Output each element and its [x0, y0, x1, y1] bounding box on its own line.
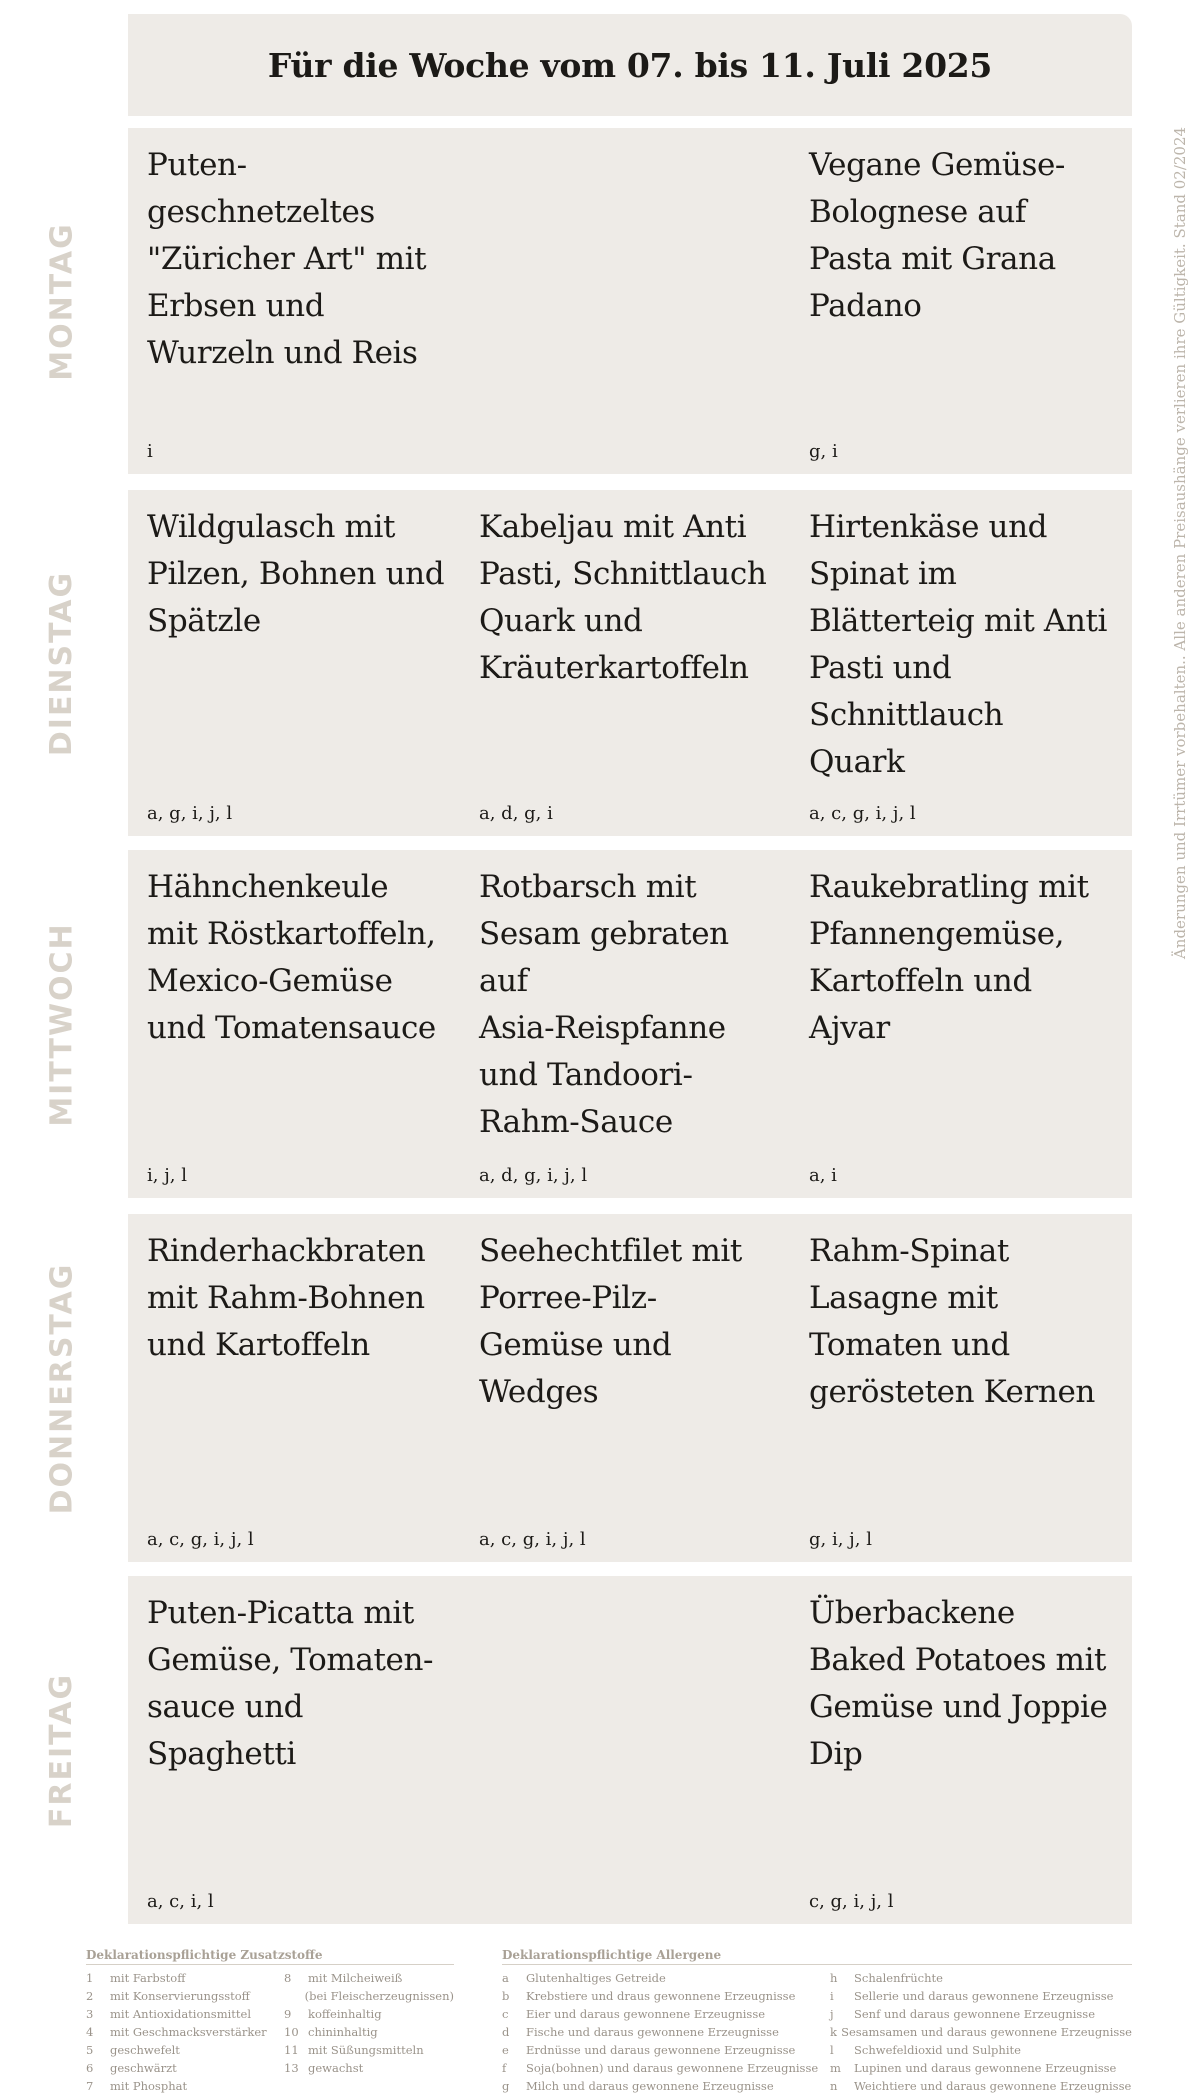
- allergen-codes: g, i, j, l: [809, 1529, 872, 1550]
- legend-row: 8 mit Milcheiweiß: [284, 1971, 403, 1985]
- allergen-codes: a, c, g, i, j, l: [479, 1529, 586, 1550]
- day-monday: [0, 128, 1200, 474]
- day-thursday: [0, 1214, 1200, 1562]
- day-name: MONTAG: [44, 221, 80, 381]
- day-panel: [128, 128, 1132, 474]
- legend-row: k Sesamsamen und daraus gewonnene Erzeugnisse: [830, 2025, 1132, 2039]
- allergens-heading: Deklarationspflichtige Allergene: [502, 1948, 1132, 1965]
- legend-row: b Krebstiere und draus gewonnene Erzeugnisse: [502, 1989, 796, 2003]
- legend-row: m Lupinen und daraus gewonnene Erzeugnisse: [830, 2061, 1117, 2075]
- day-label: [22, 850, 102, 1198]
- legend-row: (bei Fleischerzeugnissen): [304, 1989, 454, 2003]
- dish-name: Vegane Gemüse- Bolognese auf Pasta mit Grana Padano: [809, 147, 1065, 324]
- allergens-column-2: [830, 1969, 1132, 2095]
- allergen-codes: a, c, g, i, j, l: [809, 803, 916, 824]
- day-label: [22, 128, 102, 474]
- dish-1: [128, 1214, 448, 1562]
- day-name: DONNERSTAG: [44, 1262, 80, 1514]
- dish-2: [460, 128, 780, 474]
- legend-row: e Erdnüsse und daraus gewonnene Erzeugnisse: [502, 2043, 796, 2057]
- week-title-banner: [128, 14, 1132, 116]
- allergen-codes: a, g, i, j, l: [147, 803, 233, 824]
- additives-heading: Deklarationspflichtige Zusatzstoffe: [86, 1948, 454, 1965]
- day-panel: [128, 1576, 1132, 1924]
- legend-row: 7 mit Phosphat: [86, 2079, 188, 2093]
- legend-row: 6 geschwärzt: [86, 2061, 177, 2075]
- legend-row: a Glutenhaltiges Getreide: [502, 1971, 666, 1985]
- allergen-codes: a, c, i, l: [147, 1891, 214, 1912]
- dish-2: [460, 490, 780, 836]
- dish-name: Puten-Picatta mit Gemüse, Tomaten- sauce und Spaghetti: [147, 1595, 434, 1772]
- legend-row: g Milch und daraus gewonnene Erzeugnisse: [502, 2079, 774, 2093]
- dish-3: [790, 850, 1110, 1198]
- dish-3: [790, 1214, 1110, 1562]
- legend-row: i Sellerie und daraus gewonnene Erzeugnisse: [830, 1989, 1114, 2003]
- day-label: [22, 490, 102, 836]
- legend-row: 3 mit Antioxidationsmittel: [86, 2007, 252, 2021]
- allergen-codes: g, i: [809, 441, 838, 462]
- day-label: [22, 1214, 102, 1562]
- allergen-codes: a, i: [809, 1165, 837, 1186]
- legend-row: 4 mit Geschmacksverstärker: [86, 2025, 267, 2039]
- dish-name: Raukebratling mit Pfannengemüse, Kartoffeln und Ajvar: [809, 869, 1089, 1046]
- legend-row: f Soja(bohnen) und daraus gewonnene Erzeugnisse: [502, 2061, 819, 2075]
- dish-name: Rinderhackbraten mit Rahm-Bohnen und Kartoffeln: [147, 1233, 426, 1363]
- dish-3: [790, 128, 1110, 474]
- allergen-codes: a, d, g, i: [479, 803, 553, 824]
- page-title: Für die Woche vom 07. bis 11. Juli 2025: [267, 45, 993, 85]
- legend-row: n Weichtiere und daraus gewonnene Erzeugnisse: [830, 2079, 1132, 2093]
- dish-name: Hirtenkäse und Spinat im Blätterteig mit Anti Pasti und Schnittlauch Quark: [809, 509, 1108, 780]
- day-name: DIENSTAG: [44, 570, 80, 756]
- dish-3: [790, 1576, 1110, 1924]
- dish-1: [128, 490, 448, 836]
- legend-row: d Fische und daraus gewonnene Erzeugnisse: [502, 2025, 779, 2039]
- allergen-codes: a, d, g, i, j, l: [479, 1165, 588, 1186]
- allergens-column-1: [502, 1969, 830, 2095]
- day-name: MITTWOCH: [44, 921, 80, 1127]
- allergens-legend: [502, 1948, 1132, 2095]
- legend-row: 13 gewachst: [284, 2061, 364, 2075]
- allergen-codes: c, g, i, j, l: [809, 1891, 894, 1912]
- additives-column-1: [86, 1969, 284, 2095]
- day-label: [22, 1576, 102, 1924]
- dish-name: Hähnchenkeule mit Röstkartoffeln, Mexico-Gemüse und Tomatensauce: [147, 869, 436, 1046]
- legend-row: 5 geschwefelt: [86, 2043, 180, 2057]
- dish-name: Wildgulasch mit Pilzen, Bohnen und Spätzle: [147, 509, 445, 639]
- day-panel: [128, 1214, 1132, 1562]
- day-tuesday: [0, 490, 1200, 836]
- additives-column-2: [284, 1969, 454, 2095]
- disclaimer-text: Änderungen und Irrtümer vorbehalten.. Alle anderen Preisaushänge verlieren ihre Gültigkeit. Stand 02/2024: [1171, 126, 1189, 960]
- day-name: FREITAG: [44, 1672, 80, 1828]
- dish-1: [128, 850, 448, 1198]
- legend-row: 2 mit Konservierungsstoff: [86, 1989, 250, 2003]
- legend-row: 10 chininhaltig: [284, 2025, 378, 2039]
- dish-name: Rahm-Spinat Lasagne mit Tomaten und gerösteten Kernen: [809, 1233, 1095, 1410]
- legend-row: h Schalenfrüchte: [830, 1971, 943, 1985]
- additives-legend: [86, 1948, 454, 2095]
- dish-name: Seehechtfilet mit Porree-Pilz- Gemüse und Wedges: [479, 1233, 742, 1410]
- day-panel: [128, 490, 1132, 836]
- day-panel: [128, 850, 1132, 1198]
- legend-row: 11 mit Süßungsmitteln: [284, 2043, 424, 2057]
- dish-1: [128, 1576, 448, 1924]
- dish-3: [790, 490, 1110, 836]
- legend-row: l Schwefeldioxid und Sulphite: [830, 2043, 1021, 2057]
- dish-2: [460, 850, 780, 1198]
- day-wednesday: [0, 850, 1200, 1198]
- allergen-codes: a, c, g, i, j, l: [147, 1529, 254, 1550]
- legend-row: j Senf und daraus gewonnene Erzeugnisse: [830, 2007, 1096, 2021]
- legend-row: 9 koffeinhaltig: [284, 2007, 382, 2021]
- disclaimer-note: [1168, 128, 1192, 958]
- dish-2: [460, 1214, 780, 1562]
- legend-row: c Eier und daraus gewonnene Erzeugnisse: [502, 2007, 766, 2021]
- dish-name: Puten- geschnetzeltes "Züricher Art" mit Erbsen und Wurzeln und Reis: [147, 147, 427, 371]
- day-friday: [0, 1576, 1200, 1924]
- dish-name: Rotbarsch mit Sesam gebraten auf Asia-Reispfanne und Tandoori- Rahm-Sauce: [479, 869, 729, 1140]
- dish-2: [460, 1576, 780, 1924]
- dish-1: [128, 128, 448, 474]
- allergen-codes: i: [147, 441, 153, 462]
- allergen-codes: i, j, l: [147, 1165, 187, 1186]
- dish-name: Überbackene Baked Potatoes mit Gemüse und Joppie Dip: [809, 1595, 1108, 1772]
- legend-row: 1 mit Farbstoff: [86, 1971, 186, 1985]
- dish-name: Kabeljau mit Anti Pasti, Schnittlauch Quark und Kräuterkartoffeln: [479, 509, 767, 686]
